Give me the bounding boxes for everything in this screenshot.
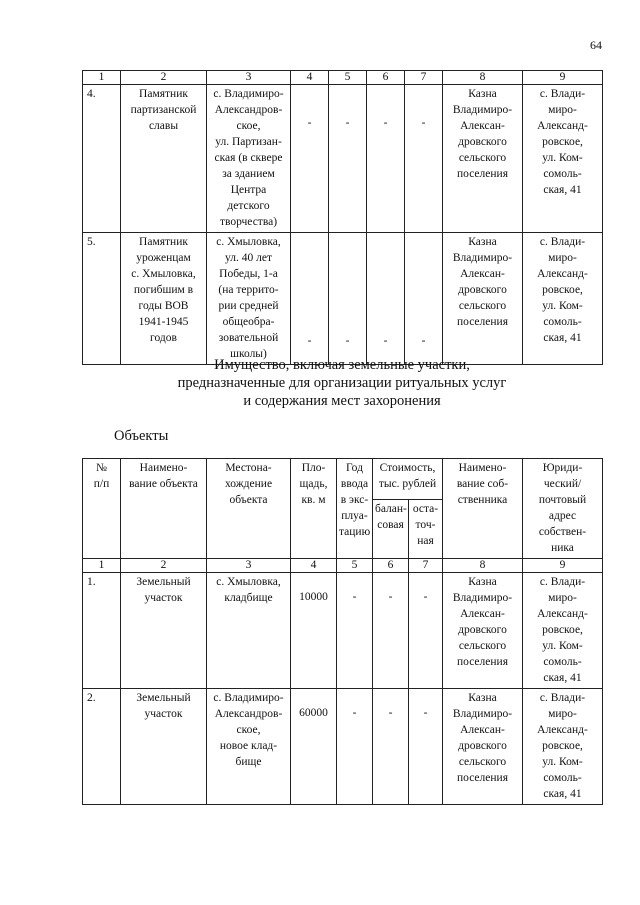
row-number: 2.	[83, 689, 121, 805]
header-owner: Наимено- вание соб- ственника	[443, 459, 523, 559]
column-number: 3	[207, 559, 291, 573]
cell-value: -	[405, 233, 443, 365]
object-location: с. Хмыловка, кладбище	[207, 573, 291, 689]
column-number: 1	[83, 71, 121, 85]
column-number-row	[83, 559, 603, 573]
column-number: 9	[523, 559, 603, 573]
owner-address: с. Влади- миро- Александ- ровское, ул. Ком- сомоль- ская, 41	[523, 233, 603, 365]
cell-value: -	[329, 233, 367, 365]
commission-year: -	[337, 689, 373, 805]
column-number-row	[83, 71, 603, 85]
column-number: 5	[329, 71, 367, 85]
column-number: 3	[207, 71, 291, 85]
monuments-table	[82, 70, 603, 365]
object-name: Земельный участок	[121, 573, 207, 689]
column-number: 4	[291, 559, 337, 573]
cell-value: -	[367, 85, 405, 233]
row-number: 5.	[83, 233, 121, 365]
owner-address: с. Влади- миро- Александ- ровское, ул. Ком- сомоль- ская, 41	[523, 573, 603, 689]
column-number: 1	[83, 559, 121, 573]
column-number: 7	[405, 71, 443, 85]
header-year: Год ввода в экс- плуа- тацию	[337, 459, 373, 559]
section-title: Имущество, включая земельные участки, предназначенные для организации ритуальных услуг и содержания мест захоронения	[177, 357, 507, 409]
column-number: 8	[443, 71, 523, 85]
cell-value: -	[291, 85, 329, 233]
object-location: с. Хмыловка, ул. 40 лет Победы, 1-а (на террито- рии средней общеобра- зовательной школы)	[207, 233, 291, 365]
object-location: с. Владимиро- Александров- ское, ул. Партизан- ская (в сквере за зданием Центра детского творчества)	[207, 85, 291, 233]
commission-year: -	[337, 573, 373, 689]
header-area: Пло- щадь, кв. м	[291, 459, 337, 559]
table-row	[83, 85, 603, 233]
column-number: 2	[121, 71, 207, 85]
object-name: Земельный участок	[121, 689, 207, 805]
book-value: -	[373, 689, 409, 805]
object-area: 60000	[291, 689, 337, 805]
object-name: Памятник уроженцам с. Хмыловка, погибшим в годы ВОВ 1941-1945 годов	[121, 233, 207, 365]
residual-value: -	[409, 573, 443, 689]
object-location: с. Владимиро- Александров- ское, новое клад- бище	[207, 689, 291, 805]
column-number: 7	[409, 559, 443, 573]
column-number: 8	[443, 559, 523, 573]
subsection-title: Объекты	[114, 428, 169, 444]
owner-name: Казна Владимиро- Алексан- дровского сельского поселения	[443, 233, 523, 365]
object-name: Памятник партизанской славы	[121, 85, 207, 233]
column-number: 5	[337, 559, 373, 573]
header-location: Местона- хождение объекта	[207, 459, 291, 559]
header-cost: Стоимость, тыс. рублей	[373, 459, 443, 500]
owner-name: Казна Владимиро- Алексан- дровского сельского поселения	[443, 689, 523, 805]
owner-address: с. Влади- миро- Александ- ровское, ул. Ком- сомоль- ская, 41	[523, 689, 603, 805]
residual-value: -	[409, 689, 443, 805]
column-number: 9	[523, 71, 603, 85]
cell-value: -	[329, 85, 367, 233]
table-row	[83, 573, 603, 689]
column-number: 2	[121, 559, 207, 573]
page-number: 64	[590, 38, 602, 52]
table-row	[83, 233, 603, 365]
column-number: 4	[291, 71, 329, 85]
owner-name: Казна Владимиро- Алексан- дровского сельского поселения	[443, 573, 523, 689]
header-address: Юриди- ческий/ почтовый адрес собствен- ника	[523, 459, 603, 559]
owner-address: с. Влади- миро- Александ- ровское, ул. Ком- сомоль- ская, 41	[523, 85, 603, 233]
header-cost-book: балан- совая	[373, 499, 409, 558]
table-row	[83, 689, 603, 805]
header-num: № п/п	[83, 459, 121, 559]
cell-value: -	[367, 233, 405, 365]
header-row	[83, 459, 603, 500]
row-number: 1.	[83, 573, 121, 689]
cell-value: -	[405, 85, 443, 233]
column-number: 6	[373, 559, 409, 573]
object-area: 10000	[291, 573, 337, 689]
header-name: Наимено- вание объекта	[121, 459, 207, 559]
book-value: -	[373, 573, 409, 689]
column-number: 6	[367, 71, 405, 85]
cell-value: -	[291, 233, 329, 365]
header-cost-residual: оста- точ- ная	[409, 499, 443, 558]
burial-property-table	[82, 458, 603, 805]
owner-name: Казна Владимиро- Алексан- дровского сельского поселения	[443, 85, 523, 233]
row-number: 4.	[83, 85, 121, 233]
